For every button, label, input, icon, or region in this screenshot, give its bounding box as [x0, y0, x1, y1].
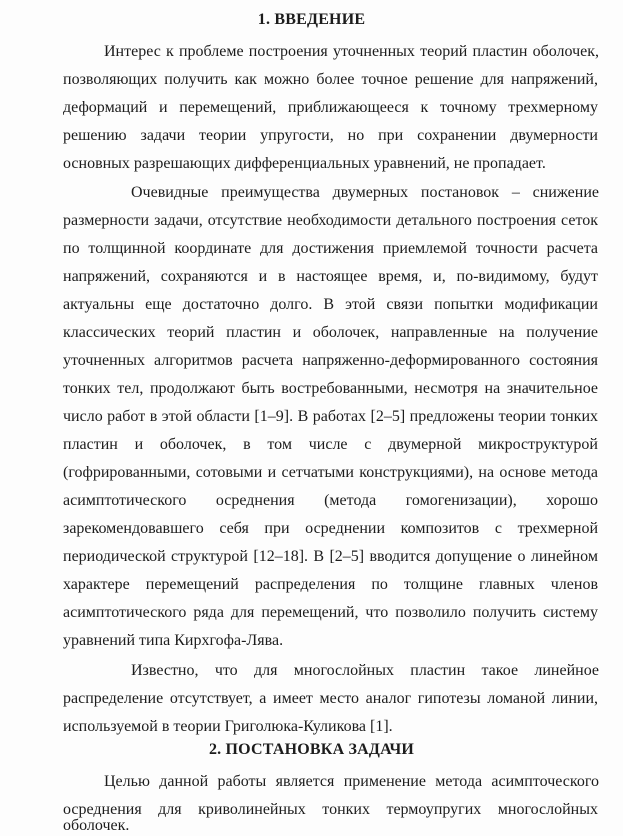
text-line: основных разрешающих дифференциальных уравнений, не пропадает.	[63, 155, 546, 172]
text-line: характере перемещений распределения по толщине главных членов	[63, 576, 598, 593]
text-line: размерности задачи, отсутствие необходимости детального построения сеток	[63, 212, 598, 229]
text-line: асимптотического осреднения (метода гомогенизации), хорошо	[63, 492, 598, 509]
text-line: позволяющих получить как можно более точное решение для напряжений,	[63, 71, 598, 88]
text-line: Целью данной работы является применение метода асимпточеского	[104, 773, 599, 790]
text-line: (гофрированными, сотовыми и сетчатыми конструкциями), на основе метода	[63, 464, 598, 481]
text-line: периодической структурой [12–18]. В [2–5] вводится допущение о линейном	[63, 548, 598, 565]
text-line: асимптотического ряда для перемещений, что позволило получить систему	[63, 604, 598, 621]
text-line: актуальны еще достаточно долго. В этой связи попытки модификации	[63, 296, 598, 313]
text-line: зарекомендовавшего себя при осреднении композитов с трехмерной	[63, 520, 598, 537]
text-line: оболочек.	[63, 817, 130, 834]
text-line: распределение отсутствует, а имеет место аналог гипотезы ломаной линии,	[63, 690, 598, 707]
text-line: тонких тел, продолжают быть востребованными, несмотря на значительное	[63, 380, 598, 397]
section-2-heading: 2. ПОСТАНОВКА ЗАДАЧИ	[208, 741, 415, 758]
text-line: уточненных алгоритмов расчета напряженно-деформированного состояния	[63, 352, 598, 369]
text-line: напряжений, сохраняются и в настоящее время, и, по-видимому, будут	[63, 268, 598, 285]
text-line: Интерес к проблеме построения уточненных теорий пластин оболочек,	[104, 43, 599, 60]
text-line: деформаций и перемещений, приближающееся к точному трехмерному	[63, 99, 598, 116]
text-line: осреднения для криволинейных тонких термоупругих многослойных	[63, 801, 598, 818]
section-1-heading: 1. ВВЕДЕНИЕ	[257, 11, 366, 28]
text-line: уравнений типа Кирхгофа-Лява.	[63, 632, 284, 649]
text-line: классических теорий пластин и оболочек, направленные на получение	[63, 324, 598, 341]
text-line: по толщинной координате для достижения приемлемой точности расчета	[63, 240, 598, 257]
text-line: Известно, что для многослойных пластин такое линейное	[131, 662, 599, 679]
text-line: решению задачи теории упругости, но при сохранении двумерности	[63, 127, 598, 144]
text-line: число работ в этой области [1–9]. В работах [2–5] предложены теории тонких	[63, 408, 598, 425]
text-line: Очевидные преимущества двумерных постановок – снижение	[131, 184, 599, 201]
text-line: используемой в теории Григолюка-Куликова [1].	[63, 718, 393, 735]
text-line: пластин и оболочек, в том числе с двумерной микроструктурой	[63, 436, 598, 453]
